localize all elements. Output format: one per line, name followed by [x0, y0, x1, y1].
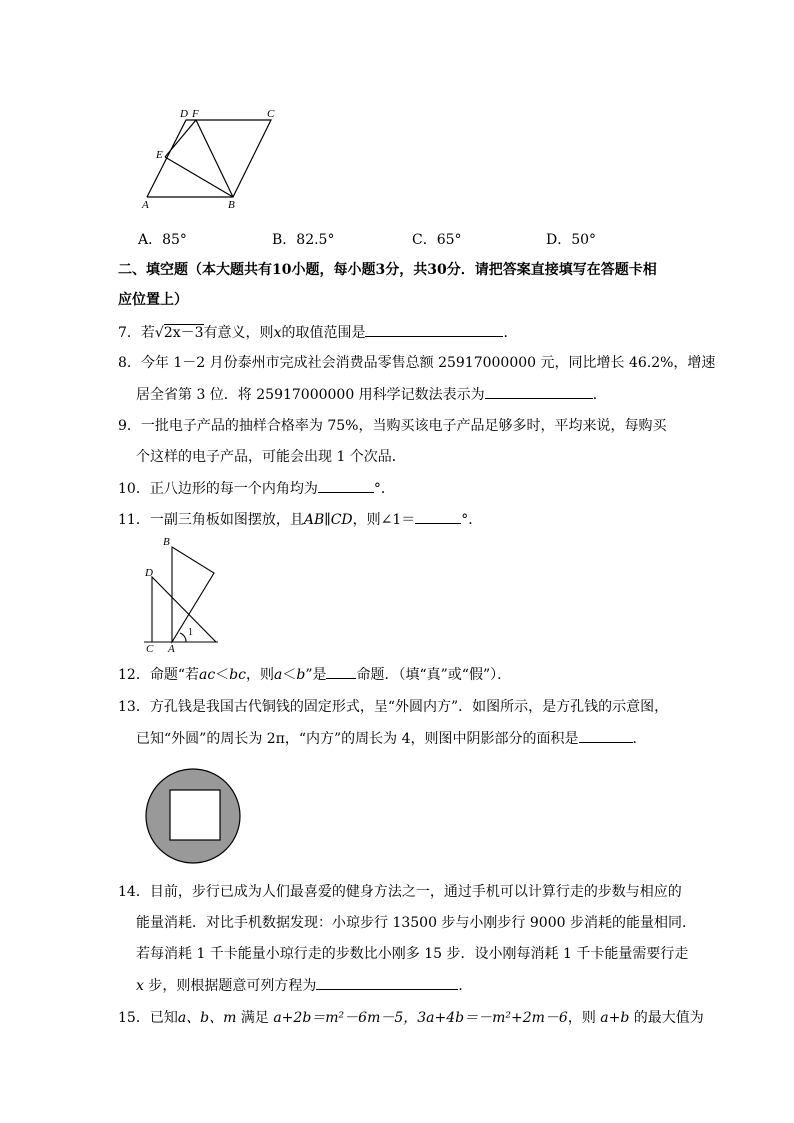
label-d: D: [180, 108, 188, 120]
q8-end: ．: [592, 387, 607, 403]
question-8-line2: [136, 384, 607, 405]
q12-mid: ，则: [245, 667, 274, 683]
q15-mid1: 满足: [236, 1010, 274, 1026]
option-c: C．65°: [412, 232, 462, 248]
question-12: [118, 664, 511, 685]
question-14-line3: 若每消耗 1 千卡能量小琼行走的步数比小刚多 15 步．设小刚每消耗 1 千卡能量需要行走: [136, 946, 689, 962]
q15-post: 的最大值为: [629, 1010, 704, 1026]
triangle-ruler-30: [172, 547, 214, 642]
question-14-line2: 能量消耗．对比手机数据发现：小琼步行 13500 步与小刚步行 9000 步消耗的能量相同．: [136, 915, 696, 931]
q13-answer-blank[interactable]: [579, 728, 633, 743]
segment-ef: [165, 120, 196, 157]
q15-vars: a、b、m: [177, 1010, 237, 1026]
q8-line2-text: 居全省第 3 位．将 25917000000 用科学记数法表示为: [136, 387, 485, 403]
q7-number: 7．: [118, 325, 141, 341]
sqrt-symbol: √: [154, 325, 164, 341]
q14-answer-blank[interactable]: [316, 975, 458, 990]
q12-ac: ac: [198, 667, 216, 683]
q12-bc: bc: [229, 667, 246, 683]
label-c: C: [267, 108, 275, 120]
label-angle-1: 1: [188, 627, 193, 638]
q13-line2-text: 已知“外圆”的周长为 2π，“内方”的周长为 4，则图中阴影部分的面积是: [136, 731, 579, 747]
section-heading-line2: 应位置上）: [118, 292, 188, 308]
label-a: A: [142, 199, 149, 211]
q10-answer-blank[interactable]: [318, 478, 374, 493]
question-14-line1: 14．目前，步行已成为人们最喜爱的健身方法之一，通过手机可以计算行走的步数与相应的: [118, 884, 682, 900]
option-a: A．85°: [138, 232, 187, 248]
label-c2: C: [146, 643, 154, 653]
triangle-ruler-45: [152, 577, 216, 642]
q11-mid: ，则∠1＝: [352, 512, 416, 528]
triangle-rulers-figure: [138, 533, 226, 653]
q7-post: 的取值范围是: [281, 325, 366, 341]
q14-end: ．: [458, 978, 473, 994]
q12-lt1: ＜: [215, 667, 230, 683]
label-e: E: [156, 149, 163, 161]
label-a2: A: [168, 643, 175, 653]
q14-var: x: [136, 978, 144, 994]
q15-a-plus-b: a+b: [600, 1010, 630, 1026]
label-f: F: [192, 108, 199, 120]
option-b: B．82.5°: [272, 232, 335, 248]
q7-var: x: [273, 325, 282, 341]
question-13-line2: [136, 728, 647, 749]
q8-answer-blank[interactable]: [485, 384, 593, 399]
parallelogram-outline: [147, 120, 271, 197]
q12-pre: 12．命题“若: [118, 667, 199, 683]
question-7: [118, 322, 517, 343]
q14-line4-text: 步，则根据题意可列方程为: [143, 978, 317, 994]
q12-answer-blank[interactable]: [326, 664, 356, 679]
question-13-line1: 13．方孔钱是我国古代铜钱的固定形式，呈“外圆内方”．如图所示，是方孔钱的示意图，: [118, 699, 669, 715]
q12-lt2: ＜: [282, 667, 297, 683]
angle-1-arc: [180, 633, 186, 642]
q15-equations: a+2b＝m²－6m－5，3a+4b＝－m²+2m－6: [273, 1010, 568, 1026]
label-b: B: [228, 199, 235, 211]
q11-pre: 11．一副三角板如图摆放，且: [118, 512, 304, 528]
q13-end: ．: [632, 731, 647, 747]
question-10: [118, 478, 395, 499]
label-d2: D: [145, 567, 153, 579]
q15-mid2: ，则: [567, 1010, 601, 1026]
section-heading-line1: 二、填空题（本大题共有10小题，每小题3分，共30分．请把答案直接填写在答题卡相: [118, 262, 657, 278]
question-14-line4: [136, 975, 472, 996]
q12-a: a: [273, 667, 283, 683]
q11-answer-blank[interactable]: [415, 509, 461, 524]
question-15: [118, 1008, 704, 1028]
q10-text: 10．正八边形的每一个内角均为: [118, 481, 318, 497]
q7-end: ．: [503, 325, 518, 341]
q12-end: 命题．（填“真”或“假”）．: [356, 667, 512, 683]
question-9-line1: 9．一批电子产品的抽样合格率为 75%，当购买该电子产品足够多时，平均来说，每购买: [118, 418, 667, 434]
q11-end: °．: [461, 512, 483, 528]
parallelogram-figure: [130, 102, 290, 212]
q7-pre: 若: [140, 325, 155, 341]
q12-post: ”是: [305, 667, 327, 683]
label-b2: B: [163, 536, 170, 548]
question-9-line2: 个这样的电子产品，可能会出现 1 个次品．: [136, 449, 406, 465]
q11-relation: AB∥CD: [303, 512, 353, 528]
q7-answer-blank[interactable]: [365, 322, 503, 337]
q12-b: b: [296, 667, 306, 683]
q15-pre: 15．已知: [118, 1010, 178, 1026]
q10-end: °．: [373, 481, 395, 497]
q7-mid: 有意义，则: [203, 325, 274, 341]
question-11: [118, 509, 482, 530]
coin-square-hole: [170, 790, 220, 840]
option-d: D．50°: [546, 232, 597, 248]
q7-radicand: 2x－3: [163, 325, 204, 341]
question-8-line1: 8．今年 1－2 月份泰州市完成社会消费品零售总额 25917000000 元，同比增长 46.2%，增速: [118, 355, 716, 371]
coin-figure: [144, 767, 242, 865]
